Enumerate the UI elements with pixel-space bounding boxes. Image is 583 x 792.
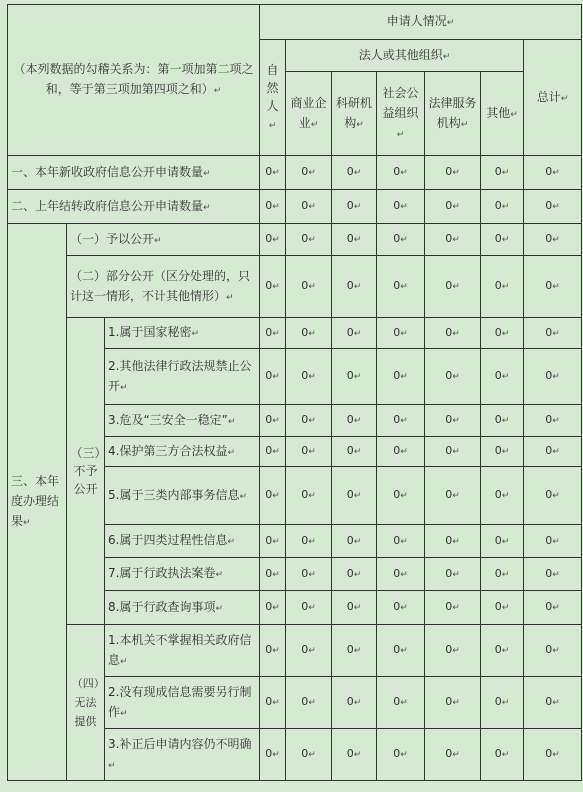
header-natural-person: 自然人↵ bbox=[260, 40, 286, 156]
value-cell: 0↵ bbox=[425, 625, 481, 677]
value-cell: 0↵ bbox=[481, 190, 524, 224]
value-cell: 0↵ bbox=[260, 190, 286, 224]
value-cell: 0↵ bbox=[332, 156, 377, 190]
value-cell: 0↵ bbox=[481, 525, 524, 558]
value-cell: 0↵ bbox=[524, 256, 582, 318]
value-cell: 0↵ bbox=[286, 591, 332, 625]
value-cell: 0↵ bbox=[260, 156, 286, 190]
value-cell: 0↵ bbox=[332, 591, 377, 625]
not-disclosed-item: 1.属于国家秘密↵ bbox=[105, 318, 260, 349]
value-cell: 0↵ bbox=[260, 729, 286, 781]
value-cell: 0↵ bbox=[481, 437, 524, 467]
row-partially-disclosed: （二）部分公开（区分处理的，只计这一情形，不计其他情形）↵ bbox=[67, 256, 260, 318]
value-cell: 0↵ bbox=[377, 190, 425, 224]
value-cell: 0↵ bbox=[377, 729, 425, 781]
value-cell: 0↵ bbox=[425, 525, 481, 558]
value-cell: 0↵ bbox=[425, 156, 481, 190]
value-cell: 0↵ bbox=[260, 625, 286, 677]
value-cell: 0↵ bbox=[286, 558, 332, 591]
value-cell: 0↵ bbox=[524, 156, 582, 190]
value-cell: 0↵ bbox=[332, 349, 377, 405]
value-cell: 0↵ bbox=[425, 405, 481, 437]
value-cell: 0↵ bbox=[481, 156, 524, 190]
value-cell: 0↵ bbox=[481, 467, 524, 525]
value-cell: 0↵ bbox=[524, 318, 582, 349]
value-cell: 0↵ bbox=[425, 318, 481, 349]
value-cell: 0↵ bbox=[524, 467, 582, 525]
statistics-table bbox=[7, 4, 582, 781]
value-cell: 0↵ bbox=[260, 405, 286, 437]
value-cell: 0↵ bbox=[377, 156, 425, 190]
value-cell: 0↵ bbox=[260, 591, 286, 625]
value-cell: 0↵ bbox=[286, 467, 332, 525]
header-note-cell: （本列数据的勾稽关系为：第一项加第二项之和，等于第三项加第四项之和）↵ bbox=[8, 5, 260, 156]
value-cell: 0↵ bbox=[286, 349, 332, 405]
value-cell: 0↵ bbox=[332, 729, 377, 781]
value-cell: 0↵ bbox=[286, 224, 332, 256]
value-cell: 0↵ bbox=[425, 190, 481, 224]
value-cell: 0↵ bbox=[377, 467, 425, 525]
value-cell: 0↵ bbox=[481, 625, 524, 677]
row-carried-over: 二、上年结转政府信息公开申请数量↵ bbox=[8, 190, 260, 224]
value-cell: 0↵ bbox=[377, 349, 425, 405]
value-cell: 0↵ bbox=[481, 349, 524, 405]
value-cell: 0↵ bbox=[260, 467, 286, 525]
value-cell: 0↵ bbox=[524, 677, 582, 729]
value-cell: 0↵ bbox=[425, 591, 481, 625]
value-cell: 0↵ bbox=[286, 677, 332, 729]
value-cell: 0↵ bbox=[481, 677, 524, 729]
value-cell: 0↵ bbox=[332, 437, 377, 467]
value-cell: 0↵ bbox=[332, 190, 377, 224]
value-cell: 0↵ bbox=[286, 256, 332, 318]
unable-item: 2.没有现成信息需要另行制作↵ bbox=[105, 677, 260, 729]
value-cell: 0↵ bbox=[286, 156, 332, 190]
header-legal-service: 法律服务机构↵ bbox=[425, 72, 481, 156]
value-cell: 0↵ bbox=[260, 525, 286, 558]
value-cell: 0↵ bbox=[524, 729, 582, 781]
value-cell: 0↵ bbox=[377, 256, 425, 318]
value-cell: 0↵ bbox=[286, 190, 332, 224]
value-cell: 0↵ bbox=[286, 318, 332, 349]
value-cell: 0↵ bbox=[425, 729, 481, 781]
value-cell: 0↵ bbox=[332, 318, 377, 349]
header-commercial: 商业企业↵ bbox=[286, 72, 332, 156]
value-cell: 0↵ bbox=[524, 558, 582, 591]
value-cell: 0↵ bbox=[377, 558, 425, 591]
value-cell: 0↵ bbox=[377, 437, 425, 467]
value-cell: 0↵ bbox=[286, 437, 332, 467]
value-cell: 0↵ bbox=[286, 729, 332, 781]
value-cell: 0↵ bbox=[425, 558, 481, 591]
value-cell: 0↵ bbox=[481, 405, 524, 437]
value-cell: 0↵ bbox=[332, 558, 377, 591]
value-cell: 0↵ bbox=[481, 558, 524, 591]
value-cell: 0↵ bbox=[332, 405, 377, 437]
header-note: （本列数据的勾稽关系为：第一项加第二项之和，等于第三项加第四项之和） bbox=[13, 62, 254, 96]
value-cell: 0↵ bbox=[481, 591, 524, 625]
value-cell: 0↵ bbox=[377, 677, 425, 729]
value-cell: 0↵ bbox=[260, 224, 286, 256]
not-disclosed-item: 4.保护第三方合法权益↵ bbox=[105, 437, 260, 467]
row-unable-to-provide-label: （四）无法提供 bbox=[67, 625, 105, 781]
value-cell: 0↵ bbox=[524, 625, 582, 677]
value-cell: 0↵ bbox=[332, 625, 377, 677]
value-cell: 0↵ bbox=[524, 190, 582, 224]
value-cell: 0↵ bbox=[524, 591, 582, 625]
value-cell: 0↵ bbox=[260, 558, 286, 591]
value-cell: 0↵ bbox=[524, 437, 582, 467]
value-cell: 0↵ bbox=[286, 625, 332, 677]
not-disclosed-item: 2.其他法律行政法规禁止公开↵ bbox=[105, 349, 260, 405]
row-results-label: 三、本年度办理结果↵ bbox=[8, 224, 67, 781]
not-disclosed-item: 7.属于行政执法案卷↵ bbox=[105, 558, 260, 591]
value-cell: 0↵ bbox=[377, 224, 425, 256]
not-disclosed-item: 8.属于行政查询事项↵ bbox=[105, 591, 260, 625]
value-cell: 0↵ bbox=[332, 224, 377, 256]
value-cell: 0↵ bbox=[425, 677, 481, 729]
value-cell: 0↵ bbox=[332, 677, 377, 729]
value-cell: 0↵ bbox=[377, 318, 425, 349]
not-disclosed-item: 3.危及“三安全一稳定”↵ bbox=[105, 405, 260, 437]
row-new-applications: 一、本年新收政府信息公开申请数量↵ bbox=[8, 156, 260, 190]
value-cell: 0↵ bbox=[524, 349, 582, 405]
value-cell: 0↵ bbox=[425, 437, 481, 467]
header-social-welfare: 社会公益组织↵ bbox=[377, 72, 425, 156]
value-cell: 0↵ bbox=[377, 591, 425, 625]
value-cell: 0↵ bbox=[332, 256, 377, 318]
row-disclosed: （一）予以公开↵ bbox=[67, 224, 260, 256]
value-cell: 0↵ bbox=[260, 349, 286, 405]
value-cell: 0↵ bbox=[425, 467, 481, 525]
value-cell: 0↵ bbox=[481, 318, 524, 349]
header-research: 科研机构↵ bbox=[332, 72, 377, 156]
value-cell: 0↵ bbox=[425, 349, 481, 405]
value-cell: 0↵ bbox=[481, 729, 524, 781]
header-other: 其他↵ bbox=[481, 72, 524, 156]
row-not-disclosed-label: （三）不予公开 bbox=[67, 318, 105, 625]
value-cell: 0↵ bbox=[425, 256, 481, 318]
value-cell: 0↵ bbox=[377, 625, 425, 677]
unable-item: 1.本机关不掌握相关政府信息↵ bbox=[105, 625, 260, 677]
value-cell: 0↵ bbox=[260, 318, 286, 349]
header-legal-entities: 法人或其他组织↵ bbox=[286, 40, 524, 72]
value-cell: 0↵ bbox=[332, 467, 377, 525]
value-cell: 0↵ bbox=[425, 224, 481, 256]
value-cell: 0↵ bbox=[377, 405, 425, 437]
header-applicant-situation: 申请人情况↵ bbox=[260, 5, 582, 40]
not-disclosed-item: 6.属于四类过程性信息↵ bbox=[105, 525, 260, 558]
value-cell: 0↵ bbox=[524, 224, 582, 256]
value-cell: 0↵ bbox=[481, 256, 524, 318]
value-cell: 0↵ bbox=[260, 256, 286, 318]
value-cell: 0↵ bbox=[377, 525, 425, 558]
value-cell: 0↵ bbox=[332, 525, 377, 558]
value-cell: 0↵ bbox=[524, 525, 582, 558]
value-cell: 0↵ bbox=[524, 405, 582, 437]
not-disclosed-item: 5.属于三类内部事务信息↵ bbox=[105, 467, 260, 525]
value-cell: 0↵ bbox=[481, 224, 524, 256]
header-total: 总计↵ bbox=[524, 40, 582, 156]
value-cell: 0↵ bbox=[260, 677, 286, 729]
unable-item: 3.补正后申请内容仍不明确↵ bbox=[105, 729, 260, 781]
value-cell: 0↵ bbox=[260, 437, 286, 467]
value-cell: 0↵ bbox=[286, 525, 332, 558]
value-cell: 0↵ bbox=[286, 405, 332, 437]
